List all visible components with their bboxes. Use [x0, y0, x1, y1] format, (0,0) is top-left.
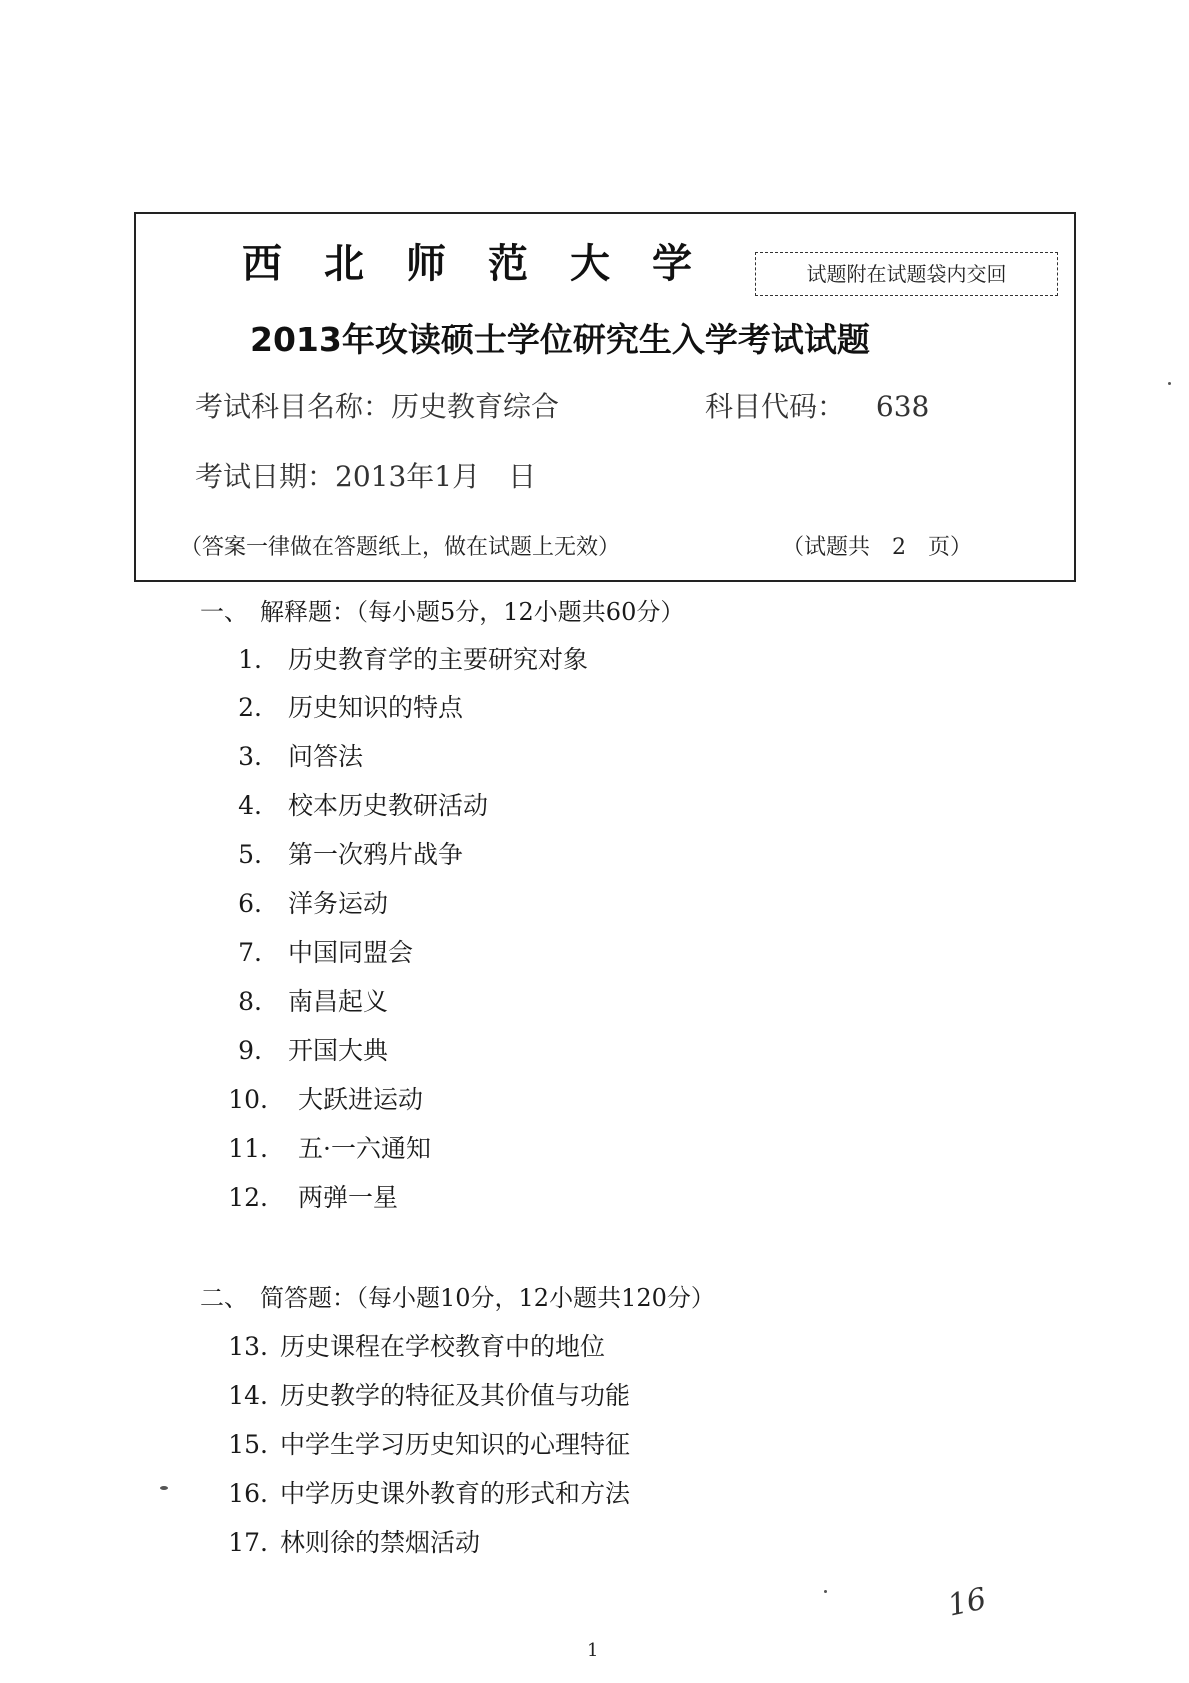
list-item: 10. 大跃进运动 — [228, 1085, 424, 1114]
list-item: 2. 历史知识的特点 — [238, 693, 464, 722]
exam-date-line — [195, 455, 536, 495]
section-2-heading: 二、 简答题：（每小题10分，12小题共120分） — [200, 1284, 715, 1312]
list-item: 9. 开国大典 — [238, 1036, 389, 1065]
list-item: 16. 中学历史课外教育的形式和方法 — [228, 1479, 631, 1508]
list-item: 1. 历史教育学的主要研究对象 — [238, 645, 589, 674]
subject-code-line — [705, 385, 929, 425]
exam-title: 2013年攻读硕士学位研究生入学考试试题 — [250, 320, 870, 359]
date-value: 2013年1月 日 — [335, 460, 537, 493]
return-notice-stamp: 试题附在试题袋内交回 — [755, 252, 1058, 296]
page-count-note: （试题共 2 页） — [782, 535, 972, 560]
subject-label: 考试科目名称： — [195, 390, 392, 423]
scan-speck — [160, 1486, 168, 1490]
list-item: 14. 历史教学的特征及其价值与功能 — [228, 1381, 631, 1410]
list-item: 7. 中国同盟会 — [238, 938, 414, 967]
list-item: 3. 问答法 — [238, 742, 364, 771]
scan-speck — [824, 1590, 827, 1593]
list-item: 5. 第一次鸦片战争 — [238, 840, 464, 869]
list-item: 15. 中学生学习历史知识的心理特征 — [228, 1430, 631, 1459]
scan-speck — [1168, 382, 1171, 385]
list-item: 12. 两弹一星 — [228, 1183, 399, 1212]
list-item: 6. 洋务运动 — [238, 889, 389, 918]
date-label: 考试日期： — [195, 460, 336, 493]
page-number: 1 — [587, 1640, 599, 1661]
university-name: 西北师范大学 — [242, 241, 734, 287]
list-item: 8. 南昌起义 — [238, 987, 389, 1016]
list-item: 11. 五·一六通知 — [228, 1134, 431, 1163]
subject-line — [195, 385, 559, 425]
section-1-heading: 一、 解释题：（每小题5分，12小题共60分） — [200, 598, 685, 626]
list-item: 17. 林则徐的禁烟活动 — [228, 1528, 481, 1557]
list-item: 13. 历史课程在学校教育中的地位 — [228, 1332, 606, 1361]
code-label: 科目代码： — [705, 390, 846, 423]
handwritten-page-mark: 16 — [944, 1581, 990, 1624]
list-item: 4. 校本历史教研活动 — [238, 791, 489, 820]
answer-instruction: （答案一律做在答题纸上，做在试题上无效） — [180, 535, 621, 560]
code-value: 638 — [875, 390, 930, 423]
subject-name: 历史教育综合 — [391, 390, 560, 423]
